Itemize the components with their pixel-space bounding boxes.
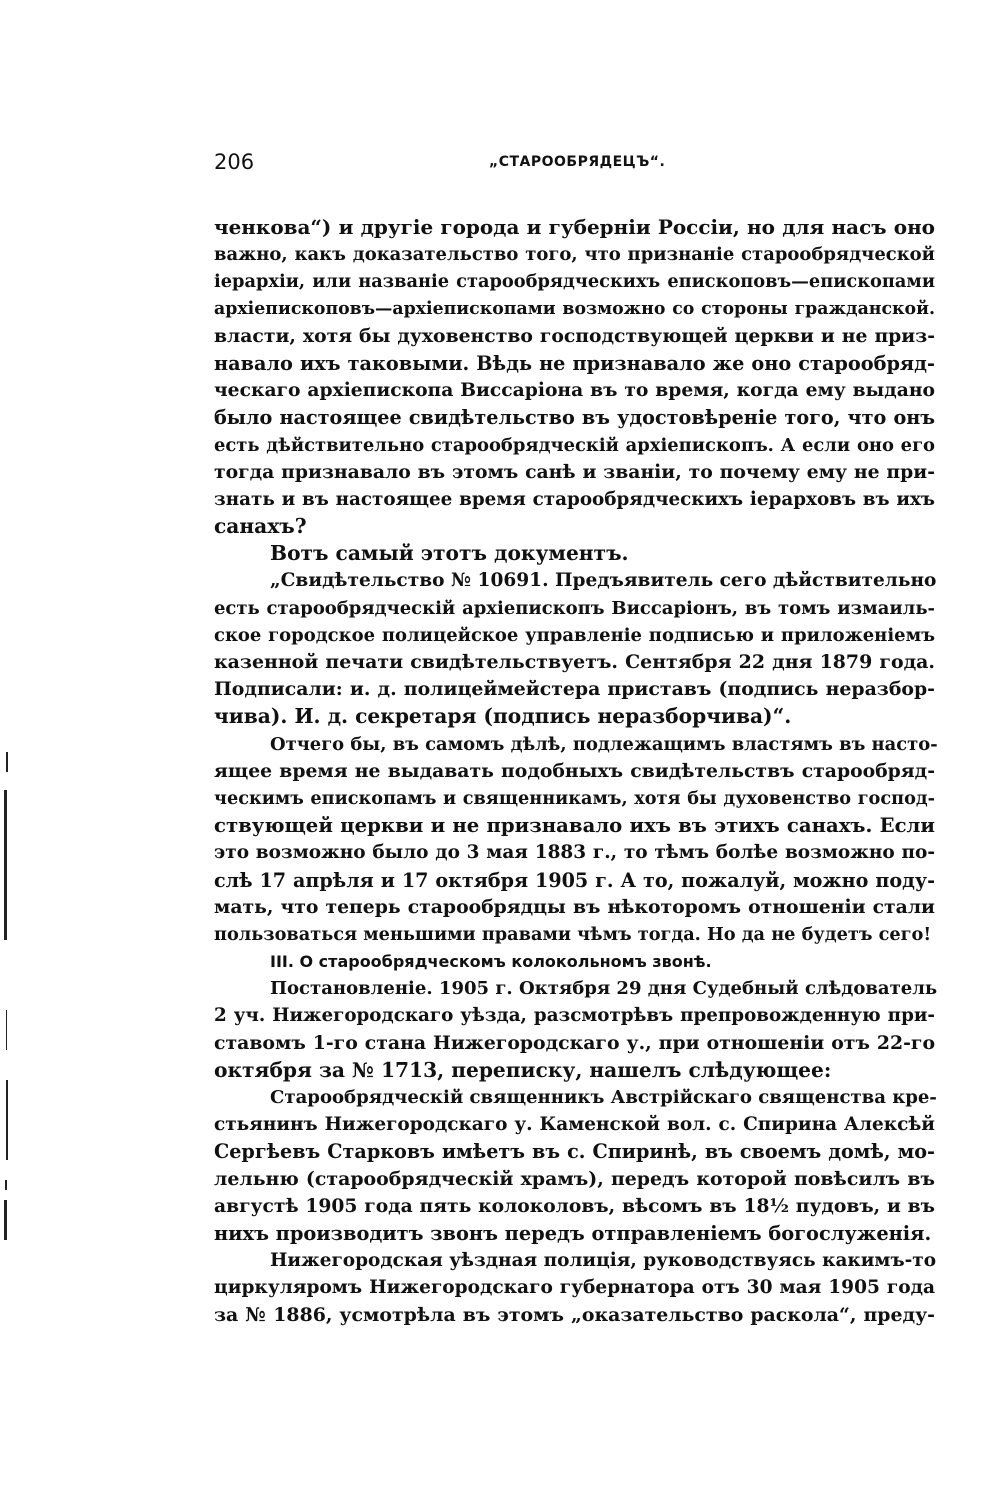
page-header <box>214 150 934 180</box>
text-line: стьянинъ Нижегородскаго у. Каменской вол. с. Спирина Алексѣй <box>214 1114 935 1136</box>
margin-mark <box>4 790 7 940</box>
text-line: Вотъ самый этотъ документъ. <box>270 541 629 566</box>
text-line: ставомъ 1-го стана Нижегородскаго у., при отношеніи отъ 22-го <box>214 1031 935 1054</box>
text-line: за № 1886, усмотрѣла въ этомъ „оказательство раскола“, преду- <box>214 1303 935 1326</box>
text-line: Сергѣевъ Старковъ имѣетъ въ с. Спиринѣ, въ своемъ домѣ, мо- <box>214 1140 935 1164</box>
text-line: есть старообрядческій архіепископъ Виссаріонъ, въ томъ измаиль- <box>214 597 935 619</box>
section-heading: III. О старообрядческомъ колокольномъ звонѣ. <box>270 952 712 972</box>
text-line: навало ихъ таковыми. Вѣдь не признавало же оно старообряд- <box>214 351 935 375</box>
text-line: лельню (старообрядческій храмъ), передъ которой повѣсилъ въ <box>214 1167 935 1190</box>
text-line: 2 уч. Нижегородскаго уѣзда, разсмотрѣвъ препровожденную при- <box>214 1005 935 1027</box>
text-line: нихъ производитъ звонъ передъ отправленіемъ богослуженія. <box>214 1221 932 1245</box>
text-line: „Свидѣтельство № 10691. Предъявитель сего дѣйствительно <box>270 570 937 592</box>
text-line: знать и въ настоящее время старообрядческихъ іерарховъ въ ихъ <box>214 488 935 510</box>
text-line: ское городское полицейское управленіе подписью и приложеніемъ <box>214 624 935 646</box>
text-line: чива). И. д. секретаря (подпись неразборчива)“. <box>214 704 792 729</box>
text-line: власти, хотя бы духовенство господствующей церкви и не приз- <box>214 324 935 347</box>
running-title: „СТАРООБРЯДЕЦЪ“. <box>489 154 666 170</box>
margin-mark <box>4 1200 7 1240</box>
margin-mark <box>5 1180 7 1190</box>
text-line: мать, что теперь старообрядцы въ нѣкоторомъ отношеніи стали <box>214 895 935 918</box>
text-line: слѣ 17 апрѣля и 17 октября 1905 г. А то, пожалуй, можно поду- <box>214 868 935 892</box>
text-line: ческаго архіепископа Виссаріона въ то время, когда ему выдано <box>214 379 935 402</box>
body-text <box>214 214 938 1329</box>
page-number: 206 <box>214 150 255 174</box>
text-line: циркуляромъ Нижегородскаго губернатора отъ 30 мая 1905 года <box>214 1277 935 1299</box>
text-line: октября за № 1713, переписку, нашелъ слѣдующее: <box>214 1057 832 1082</box>
text-line: ченкова“) и другіе города и губерніи Россіи, но для насъ оно <box>214 215 935 239</box>
text-line: Старообрядческій священникъ Австрійскаго священства кре- <box>270 1087 937 1108</box>
text-line: ствующей церкви и не признавало ихъ въ этихъ санахъ. Если <box>214 814 935 838</box>
margin-mark <box>6 752 8 772</box>
margin-scan-marks <box>0 740 20 1260</box>
text-line: Подписали: и. д. полицеймейстера приставъ (подпись неразбор- <box>214 678 935 701</box>
text-line: казенной печати свидѣтельствуетъ. Сентября 22 дня 1879 года. <box>214 651 935 673</box>
margin-mark <box>6 1080 8 1160</box>
text-line: санахъ? <box>214 514 307 539</box>
text-line: Отчего бы, въ самомъ дѣлѣ, подлежащимъ властямъ въ насто- <box>270 733 938 755</box>
text-line: тогда признавало въ этомъ санѣ и званіи, то почему ему не при- <box>214 460 935 483</box>
text-line: августѣ 1905 года пять колоколовъ, вѣсомъ въ 18½ пудовъ, и въ <box>214 1194 935 1217</box>
text-line: было настоящее свидѣтельство въ удостовѣреніе того, что онъ <box>214 406 935 430</box>
text-line: іерархіи, или названіе старообрядческихъ епископовъ—епископами <box>214 271 935 293</box>
text-line: есть дѣйствительно старообрядческій архіепископъ. А если оно его <box>214 434 935 456</box>
margin-mark <box>6 1010 7 1050</box>
text-line: ческимъ епископамъ и священникамъ, хотя бы духовенство господ- <box>214 787 935 809</box>
text-line: ящее время не выдавать подобныхъ свидѣтельствъ старообряд- <box>214 759 935 782</box>
text-line: Постановленіе. 1905 г. Октября 29 дня Судебный слѣдователь <box>270 978 938 1000</box>
text-line: это возможно было до 3 мая 1883 г., то тѣмъ болѣе возможно по- <box>214 842 935 864</box>
text-line: важно, какъ доказательство того, что признаніе старообрядческой <box>214 244 935 266</box>
text-line: Нижегородская уѣздная полиція, руководствуясь какимъ-то <box>270 1250 936 1272</box>
text-line: пользоваться меньшими правами чѣмъ тогда. Но да не будетъ сего! <box>214 923 932 945</box>
text-line: архіепископовъ—архіепископами возможно со стороны гражданской. <box>214 298 935 319</box>
